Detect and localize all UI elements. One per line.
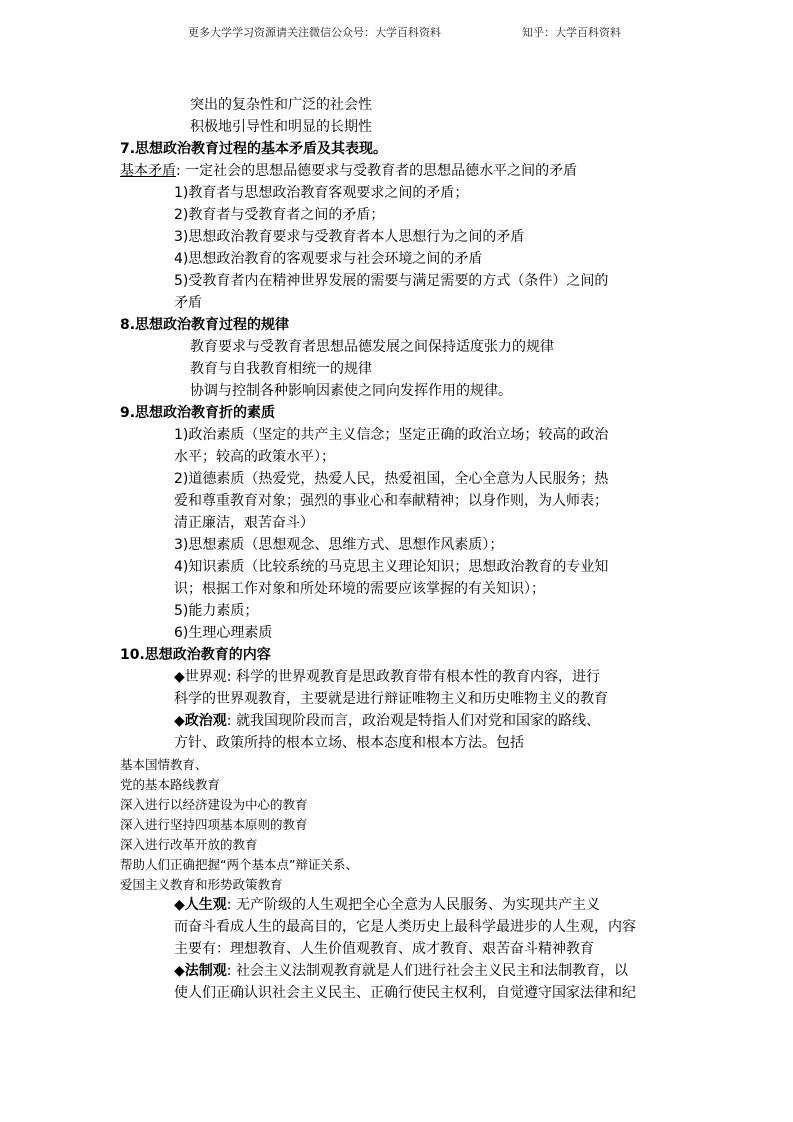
list-item: 6)生理心理素质	[174, 625, 273, 641]
text-line: 深入进行坚持四项基本原则的教育	[120, 817, 308, 832]
list-item: 5)能力素质；	[174, 603, 259, 619]
definition-text: : 一定社会的思想品德要求与受教育者的思想品德水平之间的矛盾	[176, 163, 578, 179]
text-line: 教育与自我教育相统一的规律	[190, 361, 372, 377]
text-line: 科学的世界观教育，主要就是进行辩证唯物主义和历史唯物主义的教育	[174, 691, 608, 707]
list-item: 1)政治素质（坚定的共产主义信念；坚定正确的政治立场；较高的政治	[174, 427, 609, 443]
text-line	[174, 961, 628, 981]
text-line: 基本国情教育、	[120, 757, 208, 772]
list-item: 3)思想政治教育要求与受教育者本人思想行为之间的矛盾	[174, 229, 525, 245]
list-item: 4)知识素质（比较系统的马克思主义理论知识；思想政治教育的专业知	[174, 559, 609, 575]
list-item: 2)教育者与受教育者之间的矛盾；	[174, 207, 385, 223]
paragraph-text: : 无产阶级的人生观把全心全意为人民服务、为实现共产主义	[226, 897, 600, 913]
text-line	[174, 895, 600, 915]
header-wechat-note: 更多大学学习资源请关注微信公众号：大学百科资料	[188, 26, 441, 39]
list-item: 2)道德素质（热爱党，热爱人民，热爱祖国，全心全意为人民服务；热	[174, 471, 609, 487]
text-line	[174, 667, 600, 687]
text-line: 党的基本路线教育	[120, 777, 221, 792]
section-heading-8: 8.思想政治教育过程的规律	[120, 317, 290, 333]
bullet-term: ◆法制观	[174, 963, 227, 979]
text-line: 使人们正确认识社会主义民主、正确行使民主权利，自觉遵守国家法律和纪	[174, 985, 636, 1001]
text-line: 方针、政策所持的根本立场、根本态度和根本方法。包括	[174, 735, 524, 751]
text-line: 积极地引导性和明显的长期性	[190, 119, 372, 135]
list-item-continued: 清正廉洁，艰苦奋斗）	[174, 515, 314, 531]
list-item-continued: 爱和尊重教育对象；强烈的事业心和奉献精神；以身作则，为人师表；	[174, 493, 608, 509]
list-item: 3)思想素质（思想观念、思维方式、思想作风素质）；	[174, 537, 504, 553]
text-line: 帮助人们正确把握“两个基本点”辩证关系、	[120, 857, 358, 872]
list-item: 5)受教育者内在精神世界发展的需要与满足需要的方式（条件）之间的	[174, 273, 609, 289]
bullet-term: ◆世界观	[174, 669, 227, 685]
header-zhihu-note: 知乎：大学百科资料	[522, 26, 621, 39]
list-item: 4)思想政治教育的客观要求与社会环境之间的矛盾	[174, 251, 483, 267]
list-item-continued: 识；根据工作对象和所处环境的需要应该掌握的有关知识）；	[174, 581, 545, 597]
paragraph-text: : 科学的世界观教育是思政教育带有根本性的教育内容，进行	[226, 669, 600, 685]
list-item-continued: 水平；较高的政策水平）；	[174, 449, 335, 465]
text-line: 深入进行改革开放的教育	[120, 837, 258, 852]
underlined-term: 基本矛盾	[120, 163, 176, 179]
bullet-term: ◆政治观	[174, 713, 227, 729]
text-line: 爱国主义教育和形势政策教育	[120, 877, 283, 892]
text-line: 而奋斗看成人生的最高目的，它是人类历史上最科学最进步的人生观，内容	[174, 919, 636, 935]
bullet-term: ◆人生观	[174, 897, 227, 913]
text-line	[174, 711, 600, 731]
text-line: 教育要求与受教育者思想品德发展之间保持适度张力的规律	[190, 339, 554, 355]
section-heading-10: 10.思想政治教育的内容	[120, 647, 271, 663]
paragraph-text: : 社会主义法制观教育就是人们进行社会主义民主和法制教育，以	[226, 963, 628, 979]
section-heading-9: 9.思想政治教育折的素质	[120, 405, 276, 421]
text-line: 突出的复杂性和广泛的社会性	[190, 97, 372, 113]
section-heading-7: 7.思想政治教育过程的基本矛盾及其表现。	[120, 141, 388, 157]
text-line: 协调与控制各种影响因素使之同向发挥作用的规律。	[190, 383, 512, 399]
page-header	[0, 24, 793, 40]
text-line: 深入进行以经济建设为中心的教育	[120, 797, 308, 812]
paragraph-text: : 就我国现阶段而言，政治观是特指人们对党和国家的路线、	[226, 713, 600, 729]
list-item: 1)教育者与思想政治教育客观要求之间的矛盾；	[174, 185, 469, 201]
list-item-continued: 矛盾	[174, 295, 202, 311]
text-line: 主要有：理想教育、人生价值观教育、成才教育、艰苦奋斗精神教育	[174, 941, 594, 957]
text-line	[120, 161, 577, 181]
